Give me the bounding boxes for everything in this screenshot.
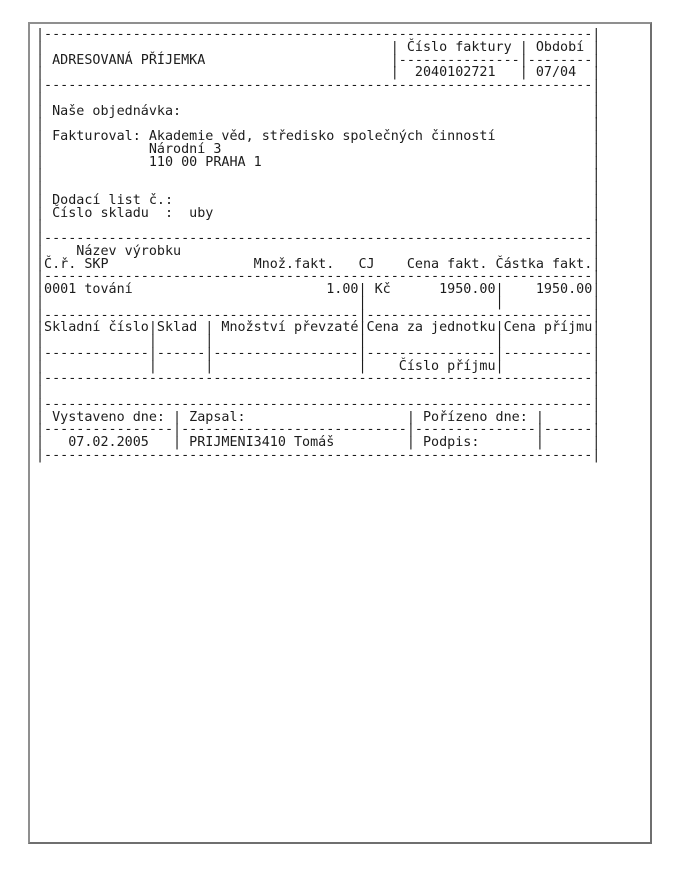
invoice-header-values-line: | | 2040102721 | 07/04 | [36, 65, 601, 81]
blank-line: | | [36, 218, 601, 234]
blank-line: | | [36, 116, 601, 132]
separator-line: |--------------------------------------------------------------------| [36, 447, 601, 463]
separator-line: |--------------------------------------------------------------------| [36, 27, 601, 42]
warehouse-table-separator-line: |-------------|------|------------------|----------------|-----------| [36, 345, 601, 361]
blank-line: | | [36, 180, 601, 195]
report-text [30, 24, 650, 463]
warehouse-number-line: | Číslo skladu : uby | [36, 205, 601, 221]
supplier-street-line: | Národní 3 | [36, 141, 601, 157]
title-line: | ADRESOVANÁ PŘÍJEMKA |---------------|--------| [36, 52, 601, 68]
report-page [28, 22, 652, 844]
signature-separator-line: |----------------|----------------------------|---------------|------| [36, 422, 601, 438]
separator-line: |--------------------------------------------------------------------| [36, 231, 601, 246]
item-row-continuation-line: | | | | [36, 294, 601, 310]
our-order-line: | Naše objednávka: | [36, 103, 601, 119]
blank-line: | | [36, 384, 601, 399]
supplier-city-line: | 110 00 PRAHA 1 | [36, 154, 601, 170]
separator-line: |--------------------------------------------------------------------| [36, 371, 601, 387]
items-table-header-line: |Č.ř. SKP Množ.fakt. CJ Cena fakt. Částka fakt.| [36, 256, 601, 272]
warehouse-table-header-line: |Skladní číslo|Sklad | Množství převzaté|Cena za jednotku|Cena příjmu| [36, 320, 601, 336]
signature-values-line: | 07.02.2005 | PRIJMENI3410 Tomáš | Podpis: | | [36, 435, 601, 450]
receipt-number-line: | | | | Číslo příjmu| | [36, 358, 601, 374]
invoice-header-labels-line: | | Číslo faktury | Období | [36, 39, 601, 55]
separator-line: |--------------------------------------------------------------------| [36, 269, 601, 285]
blank-line: | | [36, 167, 601, 183]
blank-line: | | [36, 90, 601, 106]
separator-line: |--------------------------------------------------------------------| [36, 396, 601, 412]
item-row-line: |0001 tování 1.00| Kč 1950.00| 1950.00| [36, 282, 601, 297]
supplier-name-line: | Fakturoval: Akademie věd, středisko společných činností | [36, 129, 601, 144]
signature-labels-line: | Vystaveno dne: | Zapsal: | Pořízeno dne: | | [36, 409, 601, 425]
tables-separator-line: |---------------------------------------|----------------------------| [36, 307, 601, 323]
separator-line: |--------------------------------------------------------------------| [36, 78, 601, 93]
delivery-note-line: | Dodací list č.: | [36, 192, 601, 208]
product-name-header-line: | Název výrobku | [36, 243, 601, 259]
warehouse-table-empty-row-line: | | | | | | [36, 333, 601, 348]
